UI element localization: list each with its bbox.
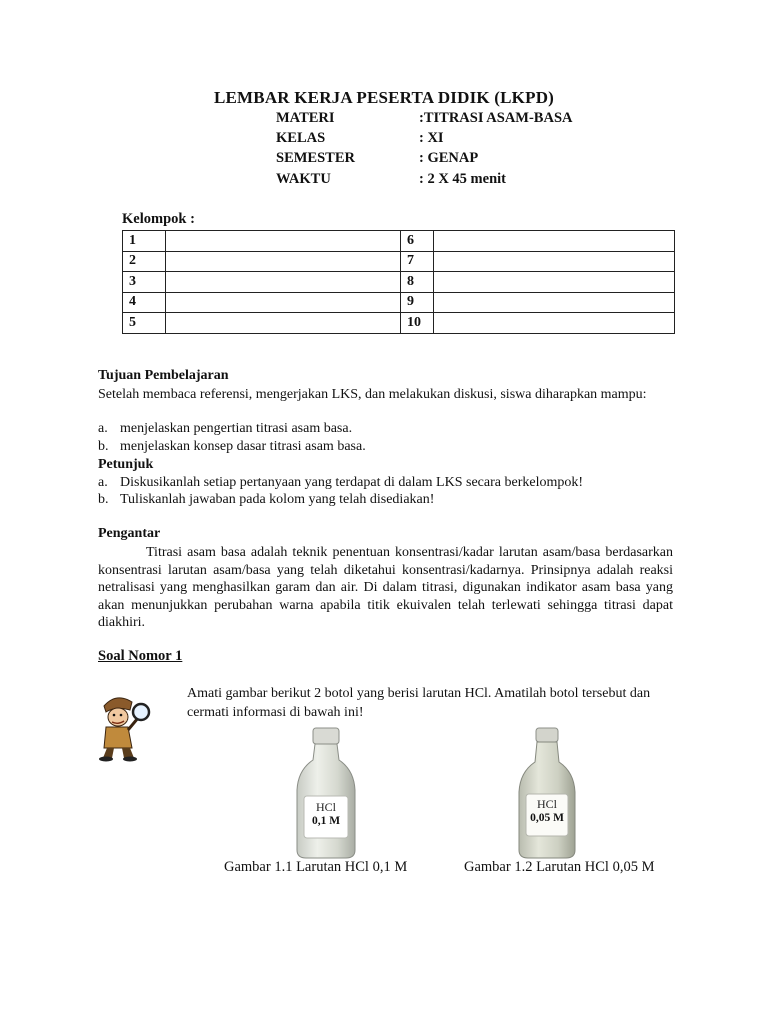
figure-caption: Gambar 1.2 Larutan HCl 0,05 M	[464, 859, 655, 875]
table-row	[123, 292, 675, 313]
member-number: 8	[401, 272, 434, 293]
tujuan-intro: Setelah membaca referensi, mengerjakan LKS, dan melakukan diskusi, siswa diharapkan mampu:	[98, 387, 647, 402]
list-text: Tuliskanlah jawaban pada kolom yang telah disediakan!	[120, 492, 435, 507]
meta-value: : GENAP	[419, 150, 479, 166]
list-marker: a.	[98, 475, 108, 490]
member-name-field[interactable]	[434, 292, 675, 313]
member-name-field[interactable]	[434, 272, 675, 293]
hcl-bottle-image	[516, 726, 578, 860]
page-title: LEMBAR KERJA PESERTA DIDIK (LKPD)	[213, 88, 555, 107]
meta-value: :TITRASI ASAM-BASA	[419, 110, 573, 126]
meta-value: : 2 X 45 menit	[419, 171, 506, 187]
member-name-field[interactable]	[166, 251, 401, 272]
hcl-bottle-image	[294, 726, 358, 860]
pengantar-text: Titrasi asam basa adalah teknik penentuan konsentrasi/kadar larutan asam/basa berdasarkan konsentrasi larutan asam/basa yang telah diketahui konsentrasi/kadarnya. Prinsipnya adalah reaksi netralisasi yang menghasilkan garam dan air. Di dalam titrasi, digunakan indikator asam basa yang akan menunjukkan perubahan warna apabila titik ekuivalen telah terlewati sehingga titrasi dapat diakhiri.	[98, 545, 673, 630]
list-text: menjelaskan pengertian titrasi asam basa.	[120, 421, 353, 436]
member-name-field[interactable]	[166, 313, 401, 334]
list-marker: b.	[98, 439, 109, 454]
member-name-field[interactable]	[166, 292, 401, 313]
meta-label: MATERI	[276, 110, 335, 126]
member-number: 5	[123, 313, 166, 334]
figure-caption: Gambar 1.1 Larutan HCl 0,1 M	[224, 859, 408, 875]
meta-value: : XI	[419, 130, 444, 146]
meta-label: SEMESTER	[276, 150, 355, 166]
soal-heading: Soal Nomor 1	[98, 648, 183, 664]
meta-label: WAKTU	[276, 171, 331, 187]
list-text: Diskusikanlah setiap pertanyaan yang terdapat di dalam LKS secara berkelompok!	[120, 475, 584, 490]
soal-intro: Amati gambar berikut 2 botol yang berisi larutan HCl. Amatilah botol tersebut dan cermati informasi di bawah ini!	[187, 686, 651, 720]
kelompok-label: Kelompok :	[122, 211, 195, 227]
bottle-label-line2: 0,05 M	[530, 812, 564, 824]
meta-semester	[276, 150, 478, 167]
member-number: 10	[401, 313, 434, 334]
table-row	[123, 313, 675, 334]
list-marker: b.	[98, 492, 109, 507]
member-number: 1	[123, 231, 166, 252]
member-name-field[interactable]	[166, 272, 401, 293]
member-number: 6	[401, 231, 434, 252]
meta-waktu	[276, 171, 506, 188]
bottle-label-line1: HCl	[315, 800, 336, 814]
table-row	[123, 251, 675, 272]
member-number: 3	[123, 272, 166, 293]
kelompok-table	[122, 230, 675, 334]
bottle-label-line2: 0,1 M	[311, 815, 341, 827]
member-number: 2	[123, 251, 166, 272]
member-number: 9	[401, 292, 434, 313]
detective-icon	[94, 690, 154, 762]
petunjuk-heading: Petunjuk	[98, 457, 154, 472]
member-name-field[interactable]	[434, 231, 675, 252]
meta-kelas	[276, 130, 444, 147]
table-row	[123, 272, 675, 293]
member-name-field[interactable]	[166, 231, 401, 252]
pengantar-heading: Pengantar	[98, 526, 161, 541]
list-item	[98, 475, 583, 491]
list-item	[98, 439, 366, 455]
list-item	[98, 492, 434, 508]
member-number: 4	[123, 292, 166, 313]
member-name-field[interactable]	[434, 313, 675, 334]
list-marker: a.	[98, 421, 108, 436]
bottle-label-line1: HCl	[536, 797, 557, 811]
tujuan-heading: Tujuan Pembelajaran	[98, 368, 229, 383]
member-name-field[interactable]	[434, 251, 675, 272]
meta-label: KELAS	[276, 130, 326, 146]
table-row	[123, 231, 675, 252]
list-item	[98, 421, 352, 437]
list-text: menjelaskan konsep dasar titrasi asam basa.	[120, 439, 366, 454]
member-number: 7	[401, 251, 434, 272]
meta-materi	[276, 110, 573, 127]
